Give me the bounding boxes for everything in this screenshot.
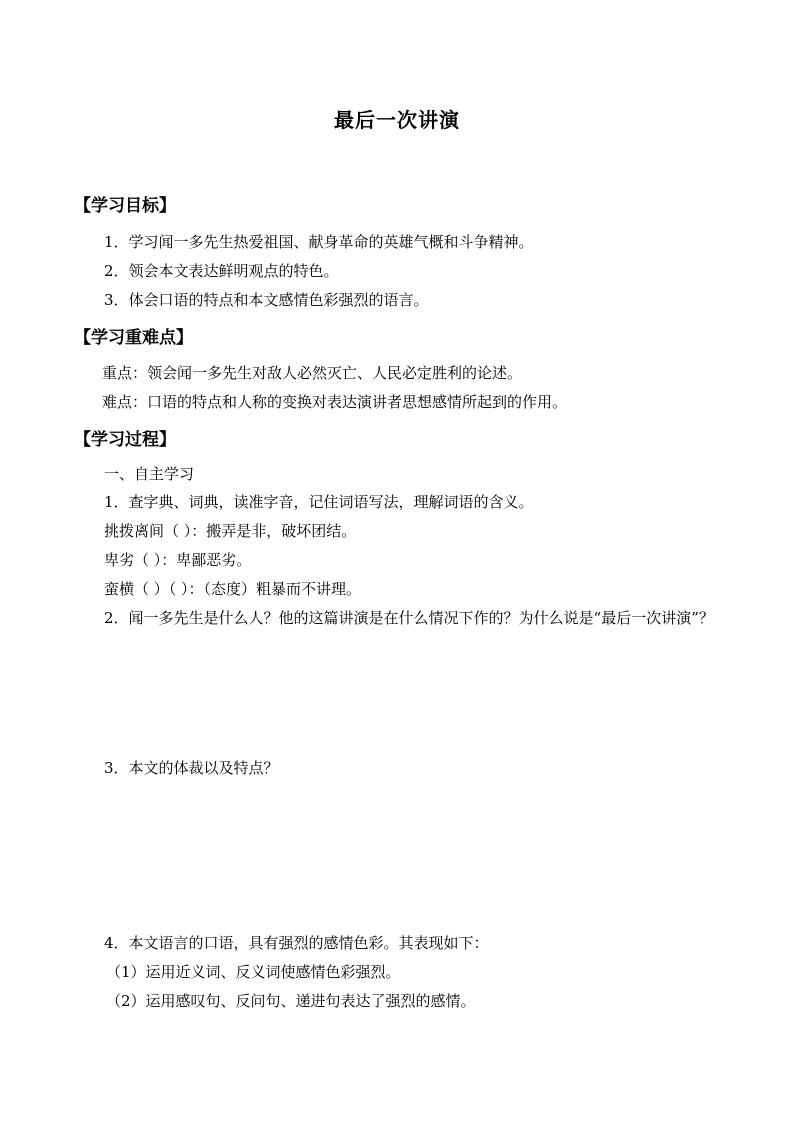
question-4: 4．本文语言的口语，具有强烈的感情色彩。其表现如下：	[104, 934, 489, 952]
self-study-heading: 一、自主学习	[104, 465, 195, 483]
question-1: 1．查字典、词典，读准字音，记住词语写法，理解词语的含义。	[104, 493, 534, 511]
section-heading-goals: 【学习目标】	[74, 196, 176, 216]
goal-item-1: 1．学习闻一多先生热爱祖国、献身革命的英雄气概和斗争精神。	[104, 233, 534, 251]
question-4-sub-item: （2）运用感叹句、反问句、递进句表达了强烈的感情。	[106, 992, 476, 1010]
question-3: 3．本文的体裁以及特点？	[104, 759, 279, 777]
page-title: 最后一次讲演	[334, 108, 460, 132]
section-heading-key-points: 【学习重难点】	[74, 328, 193, 348]
question-2: 2．闻一多先生是什么人？他的这篇讲演是在什么情况下作的？为什么说是“最后一次讲演”？	[104, 609, 714, 627]
vocab-item: 卑劣（ ）：卑鄙恶劣。	[104, 551, 252, 569]
question-4-sub-item: （1）运用近义词、反义词使感情色彩强烈。	[106, 963, 401, 981]
goal-item-3: 3．体会口语的特点和本文感情色彩强烈的语言。	[104, 291, 429, 309]
section-heading-process: 【学习过程】	[74, 430, 176, 450]
goal-item-2: 2．领会本文表达鲜明观点的特色。	[104, 262, 339, 280]
difficulty-item: 难点：口语的特点和人称的变换对表达演讲者思想感情所起到的作用。	[102, 393, 568, 411]
vocab-item: 蛮横（ ）（ ）：（态度）粗暴而不讲理。	[104, 580, 362, 598]
vocab-item: 挑拨离间（ ）：搬弄是非，破坏团结。	[104, 522, 357, 540]
key-point-item: 重点：领会闻一多先生对敌人必然灭亡、人民必定胜利的论述。	[102, 364, 523, 382]
